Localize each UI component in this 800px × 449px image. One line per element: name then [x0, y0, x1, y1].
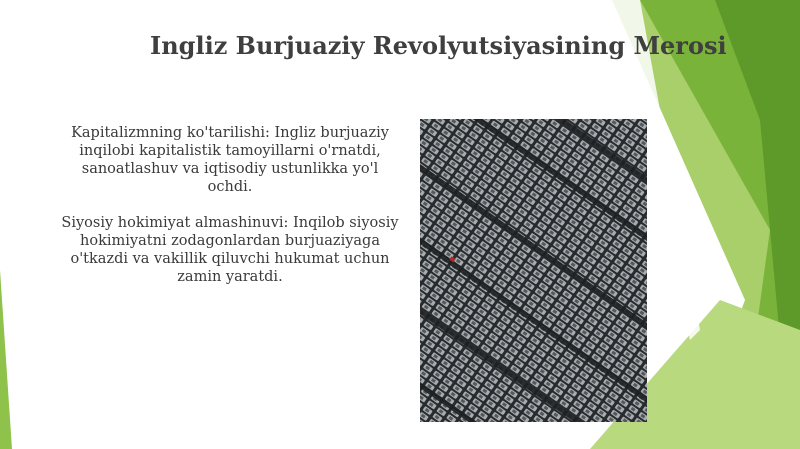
body-text: [60, 124, 400, 304]
parking-lot-photo: [420, 119, 647, 422]
left-green-sliver: [0, 270, 12, 449]
paragraph-political-power: Siyosiy hokimiyat almashinuvi: Inqilob siyosiy hokimiyatni zodagonlardan burjuaziyaga o'tkazdi va vakillik qiluvchi hukumat uchun zamin yaratdi.: [61, 215, 399, 285]
slide-title: Ingliz Burjuaziy Revolyutsiyasining Merosi: [150, 31, 727, 60]
paragraph-capitalism: Kapitalizmning ko'tarilishi: Ingliz burjuaziy inqilobi kapitalistik tamoyillarni o'rnatdi, sanoatlashuv va iqtisodiy ustunlikka yo'l ochdi.: [71, 125, 389, 195]
